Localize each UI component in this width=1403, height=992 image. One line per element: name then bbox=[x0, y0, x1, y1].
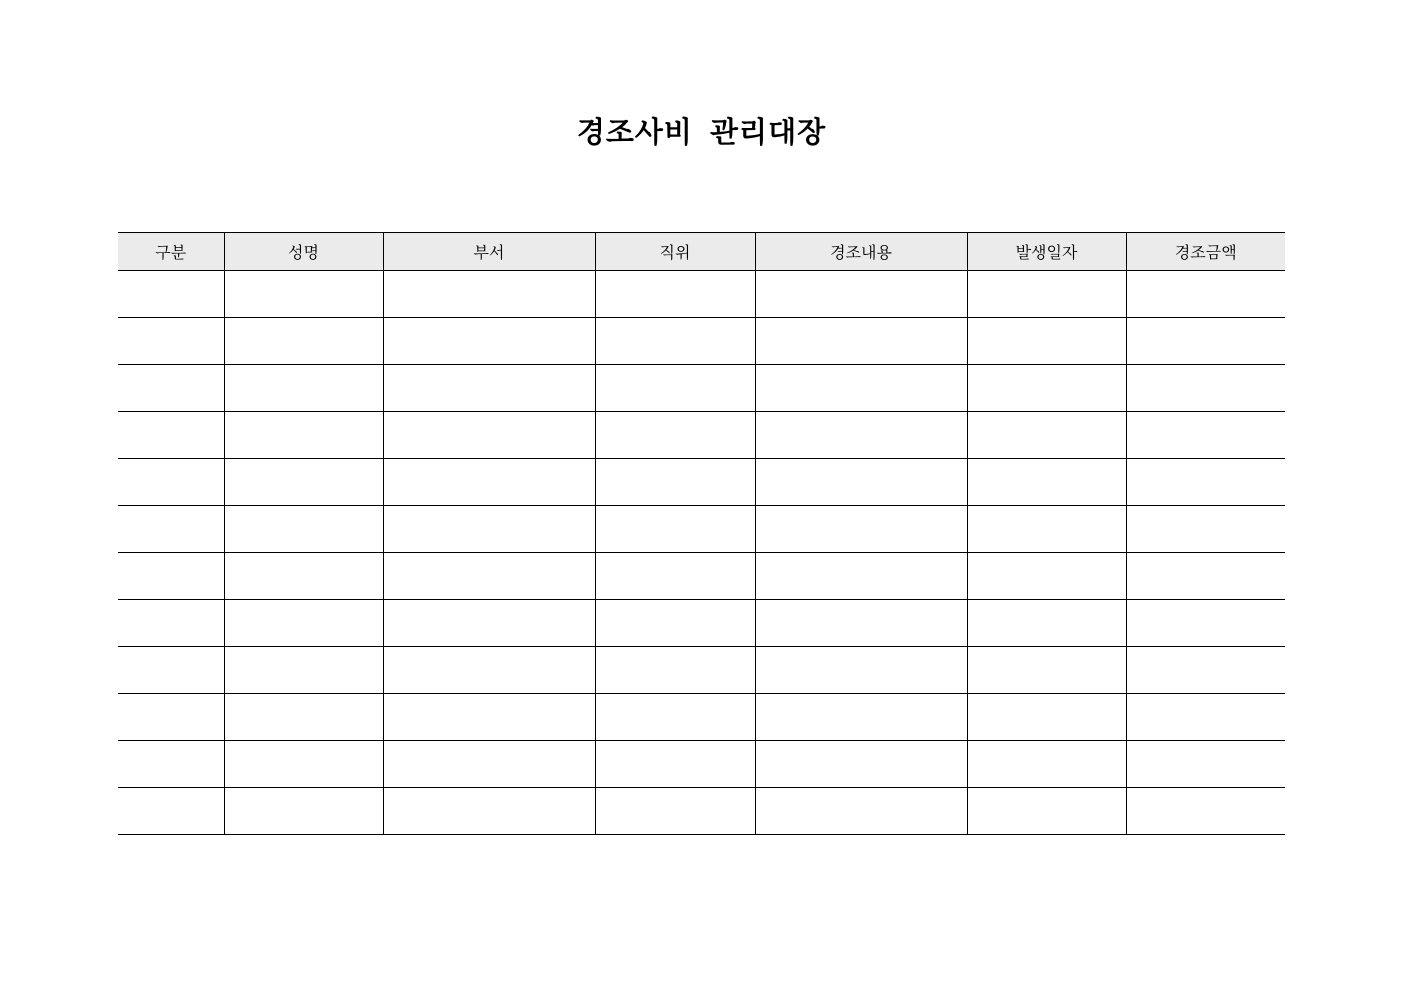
cell-department bbox=[383, 694, 595, 741]
table-row bbox=[118, 459, 1285, 506]
cell-department bbox=[383, 506, 595, 553]
ledger-body bbox=[118, 271, 1285, 835]
cell-date bbox=[967, 647, 1126, 694]
cell-date bbox=[967, 600, 1126, 647]
cell-name bbox=[224, 741, 383, 788]
table-row bbox=[118, 365, 1285, 412]
column-header-department: 부서 bbox=[383, 233, 595, 271]
cell-position bbox=[595, 647, 755, 694]
page-title: 경조사비 관리대장 bbox=[576, 115, 827, 149]
cell-department bbox=[383, 600, 595, 647]
cell-date bbox=[967, 741, 1126, 788]
cell-department bbox=[383, 553, 595, 600]
cell-position bbox=[595, 412, 755, 459]
column-header-amount: 경조금액 bbox=[1126, 233, 1285, 271]
table-row bbox=[118, 788, 1285, 835]
cell-amount bbox=[1126, 459, 1285, 506]
table-row bbox=[118, 318, 1285, 365]
cell-position bbox=[595, 694, 755, 741]
cell-event-details bbox=[755, 271, 967, 318]
cell-position bbox=[595, 741, 755, 788]
cell-category bbox=[118, 647, 224, 694]
cell-amount bbox=[1126, 647, 1285, 694]
cell-category bbox=[118, 741, 224, 788]
cell-event-details bbox=[755, 647, 967, 694]
cell-date bbox=[967, 412, 1126, 459]
cell-event-details bbox=[755, 694, 967, 741]
cell-department bbox=[383, 318, 595, 365]
cell-date bbox=[967, 553, 1126, 600]
cell-position bbox=[595, 506, 755, 553]
cell-event-details bbox=[755, 553, 967, 600]
cell-position bbox=[595, 318, 755, 365]
table-row bbox=[118, 694, 1285, 741]
cell-date bbox=[967, 788, 1126, 835]
column-header-position: 직위 bbox=[595, 233, 755, 271]
cell-amount bbox=[1126, 553, 1285, 600]
cell-event-details bbox=[755, 459, 967, 506]
cell-name bbox=[224, 647, 383, 694]
cell-name bbox=[224, 694, 383, 741]
table-row bbox=[118, 412, 1285, 459]
cell-date bbox=[967, 271, 1126, 318]
cell-name bbox=[224, 600, 383, 647]
cell-amount bbox=[1126, 741, 1285, 788]
table-row bbox=[118, 741, 1285, 788]
cell-event-details bbox=[755, 600, 967, 647]
table-row bbox=[118, 647, 1285, 694]
cell-event-details bbox=[755, 318, 967, 365]
cell-position bbox=[595, 600, 755, 647]
column-header-category: 구분 bbox=[118, 233, 224, 271]
cell-category bbox=[118, 459, 224, 506]
cell-position bbox=[595, 553, 755, 600]
cell-event-details bbox=[755, 506, 967, 553]
cell-position bbox=[595, 459, 755, 506]
cell-amount bbox=[1126, 318, 1285, 365]
cell-name bbox=[224, 318, 383, 365]
cell-date bbox=[967, 459, 1126, 506]
cell-category bbox=[118, 365, 224, 412]
cell-date bbox=[967, 506, 1126, 553]
cell-position bbox=[595, 271, 755, 318]
cell-department bbox=[383, 647, 595, 694]
table-row bbox=[118, 600, 1285, 647]
table-row bbox=[118, 553, 1285, 600]
cell-position bbox=[595, 788, 755, 835]
table-row bbox=[118, 506, 1285, 553]
column-header-name: 성명 bbox=[224, 233, 383, 271]
cell-category bbox=[118, 694, 224, 741]
cell-name bbox=[224, 271, 383, 318]
table-row bbox=[118, 271, 1285, 318]
cell-department bbox=[383, 459, 595, 506]
cell-event-details bbox=[755, 788, 967, 835]
cell-category bbox=[118, 600, 224, 647]
cell-amount bbox=[1126, 788, 1285, 835]
cell-department bbox=[383, 788, 595, 835]
header-row bbox=[118, 233, 1285, 271]
cell-position bbox=[595, 365, 755, 412]
cell-category bbox=[118, 506, 224, 553]
cell-name bbox=[224, 365, 383, 412]
cell-amount bbox=[1126, 600, 1285, 647]
cell-amount bbox=[1126, 365, 1285, 412]
cell-category bbox=[118, 271, 224, 318]
cell-date bbox=[967, 365, 1126, 412]
cell-amount bbox=[1126, 506, 1285, 553]
cell-date bbox=[967, 318, 1126, 365]
cell-event-details bbox=[755, 412, 967, 459]
column-header-event-details: 경조내용 bbox=[755, 233, 967, 271]
cell-category bbox=[118, 318, 224, 365]
cell-category bbox=[118, 788, 224, 835]
column-header-date: 발생일자 bbox=[967, 233, 1126, 271]
cell-amount bbox=[1126, 412, 1285, 459]
cell-event-details bbox=[755, 741, 967, 788]
cell-name bbox=[224, 788, 383, 835]
cell-department bbox=[383, 271, 595, 318]
cell-event-details bbox=[755, 365, 967, 412]
cell-department bbox=[383, 412, 595, 459]
cell-category bbox=[118, 412, 224, 459]
cell-name bbox=[224, 553, 383, 600]
cell-name bbox=[224, 506, 383, 553]
cell-department bbox=[383, 741, 595, 788]
ledger-table bbox=[118, 232, 1285, 835]
cell-amount bbox=[1126, 271, 1285, 318]
cell-department bbox=[383, 365, 595, 412]
cell-category bbox=[118, 553, 224, 600]
cell-amount bbox=[1126, 694, 1285, 741]
cell-name bbox=[224, 412, 383, 459]
cell-name bbox=[224, 459, 383, 506]
cell-date bbox=[967, 694, 1126, 741]
